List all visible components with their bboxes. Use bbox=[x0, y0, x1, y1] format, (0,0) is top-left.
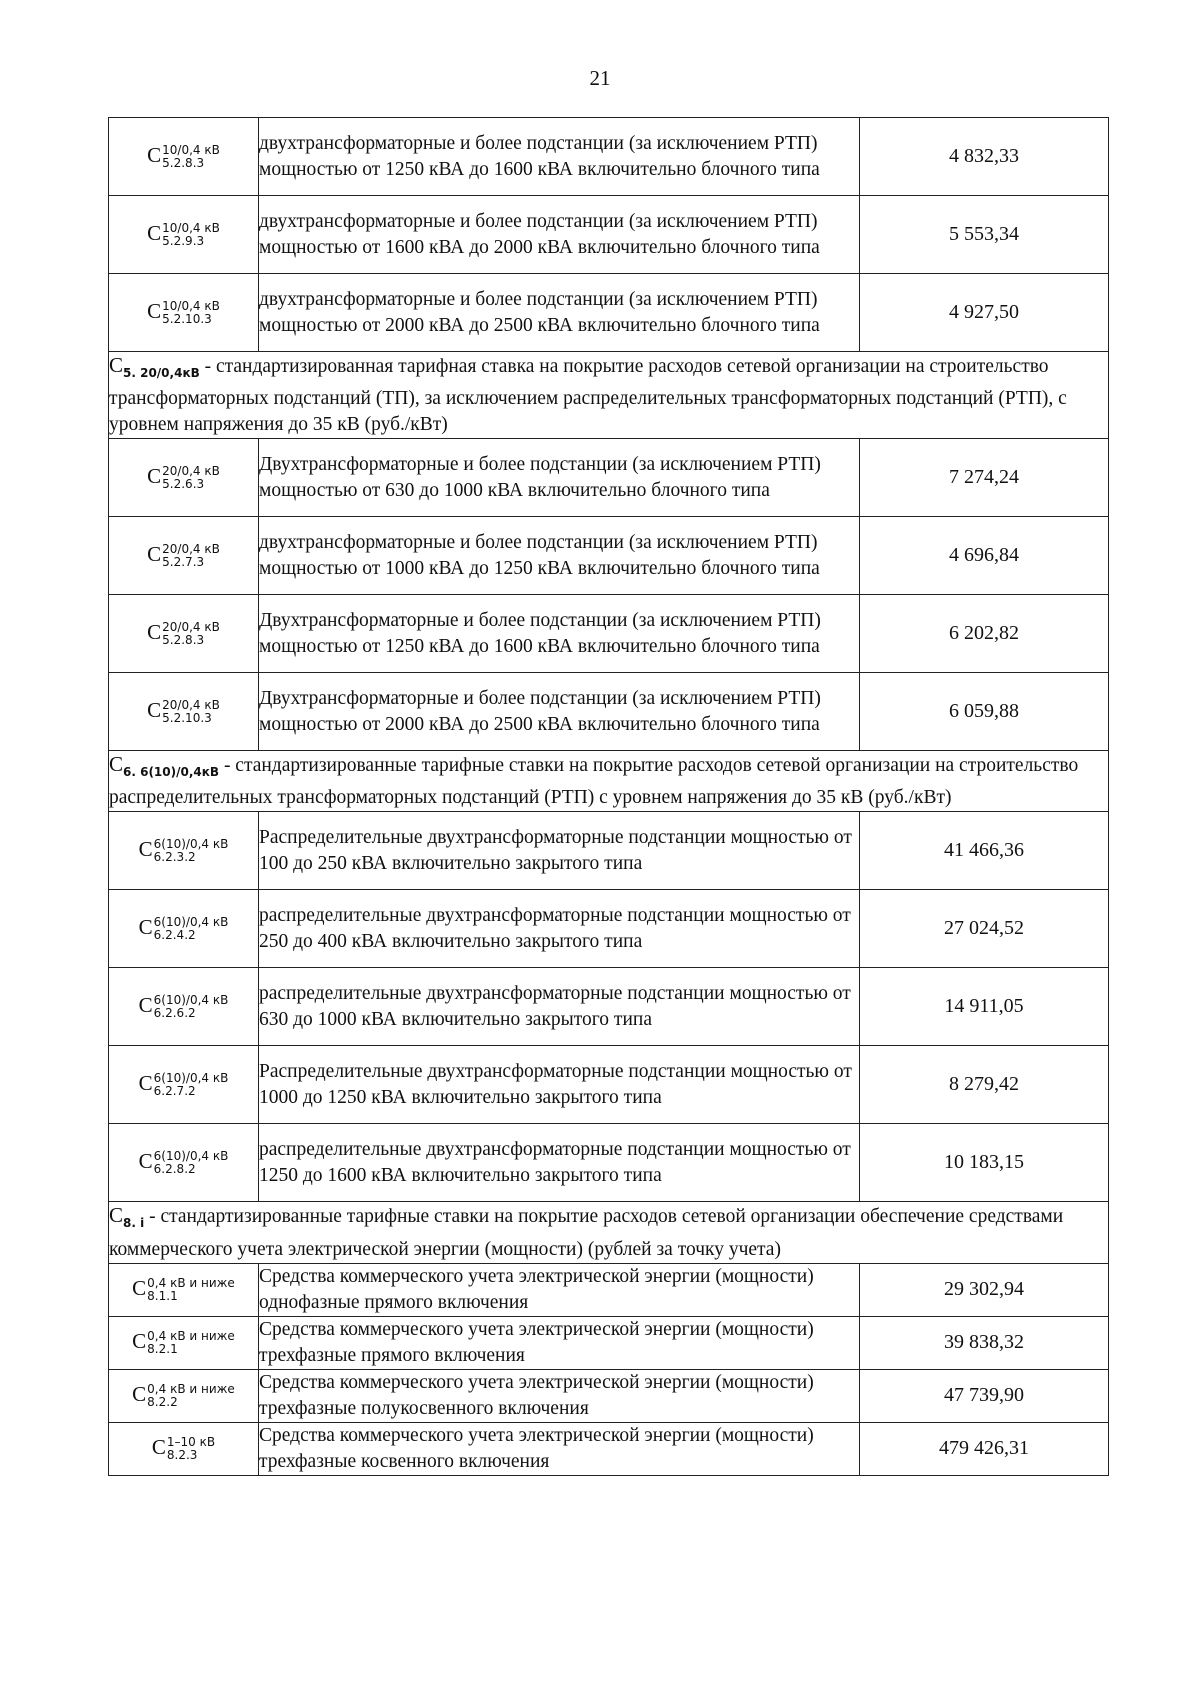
rate-code: C 0,4 кВ и ниже 8.1.1 bbox=[109, 1263, 259, 1316]
table-row bbox=[109, 1316, 1109, 1369]
tariff-table bbox=[108, 117, 1109, 1476]
section-header-row bbox=[109, 1202, 1109, 1263]
section-header: $C_{5. 20/0,4кВ}$ - стандартизированная тарифная ставка на покрытие расходов сетевой организации на строительство трансформаторных подстанций (ТП), за исключением распределительных трансформаторных подстанций (РТП), с уровнем напряжения до 35 кВ (руб./кВт) bbox=[109, 352, 1109, 439]
rate-code: C 10/0,4 кВ 5.2.10.3 bbox=[109, 274, 259, 352]
rate-description: Распределительные двухтрансформаторные подстанции мощностью от 100 до 250 кВА включительно закрытого типа bbox=[259, 812, 860, 890]
rate-description: распределительные двухтрансформаторные подстанции мощностью от 1250 до 1600 кВА включительно закрытого типа bbox=[259, 1124, 860, 1202]
table-row bbox=[109, 118, 1109, 196]
table-row bbox=[109, 517, 1109, 595]
rate-code: C 6(10)/0,4 кВ 6.2.8.2 bbox=[109, 1124, 259, 1202]
rate-description: Средства коммерческого учета электрической энергии (мощности) однофазные прямого включения bbox=[259, 1263, 860, 1316]
table-row bbox=[109, 812, 1109, 890]
rate-code: C 6(10)/0,4 кВ 6.2.6.2 bbox=[109, 968, 259, 1046]
table-row bbox=[109, 968, 1109, 1046]
page-number: 21 bbox=[589, 66, 611, 90]
table-row bbox=[109, 1422, 1109, 1475]
section-header-row bbox=[109, 751, 1109, 812]
rate-description: двухтрансформаторные и более подстанции (за исключением РТП) мощностью от 1000 кВА до 1250 кВА включительно блочного типа bbox=[259, 517, 860, 595]
rate-value: 14 911,05 bbox=[860, 968, 1109, 1046]
rate-value: 4 927,50 bbox=[860, 274, 1109, 352]
rate-value: 39 838,32 bbox=[860, 1316, 1109, 1369]
section-header: $C_{8. i}$ - стандартизированные тарифные ставки на покрытие расходов сетевой организации обеспечение средствами коммерческого учета электрической энергии (мощности) (рублей за точку учета) bbox=[109, 1202, 1109, 1263]
rate-value: 5 553,34 bbox=[860, 196, 1109, 274]
rate-value: 10 183,15 bbox=[860, 1124, 1109, 1202]
rate-description: Средства коммерческого учета электрической энергии (мощности) трехфазные полукосвенного включения bbox=[259, 1369, 860, 1422]
rate-code: C 20/0,4 кВ 5.2.7.3 bbox=[109, 517, 259, 595]
table-row bbox=[109, 595, 1109, 673]
rate-code: C 0,4 кВ и ниже 8.2.1 bbox=[109, 1316, 259, 1369]
rate-description: Распределительные двухтрансформаторные подстанции мощностью от 1000 до 1250 кВА включительно закрытого типа bbox=[259, 1046, 860, 1124]
table-row bbox=[109, 1263, 1109, 1316]
rate-value: 41 466,36 bbox=[860, 812, 1109, 890]
rate-code: C 6(10)/0,4 кВ 6.2.3.2 bbox=[109, 812, 259, 890]
rate-value: 479 426,31 bbox=[860, 1422, 1109, 1475]
table-row bbox=[109, 196, 1109, 274]
rate-value: 6 059,88 bbox=[860, 673, 1109, 751]
rate-description: Двухтрансформаторные и более подстанции (за исключением РТП) мощностью от 1250 кВА до 1600 кВА включительно блочного типа bbox=[259, 595, 860, 673]
rate-value: 4 696,84 bbox=[860, 517, 1109, 595]
table-row bbox=[109, 1124, 1109, 1202]
rate-description: Средства коммерческого учета электрической энергии (мощности) трехфазные косвенного включения bbox=[259, 1422, 860, 1475]
rate-value: 29 302,94 bbox=[860, 1263, 1109, 1316]
rate-description: Двухтрансформаторные и более подстанции (за исключением РТП) мощностью от 630 до 1000 кВА включительно блочного типа bbox=[259, 439, 860, 517]
table-row bbox=[109, 439, 1109, 517]
rate-code: C 20/0,4 кВ 5.2.6.3 bbox=[109, 439, 259, 517]
rate-description: Средства коммерческого учета электрической энергии (мощности) трехфазные прямого включения bbox=[259, 1316, 860, 1369]
rate-description: двухтрансформаторные и более подстанции (за исключением РТП) мощностью от 2000 кВА до 2500 кВА включительно блочного типа bbox=[259, 274, 860, 352]
rate-value: 8 279,42 bbox=[860, 1046, 1109, 1124]
rate-value: 6 202,82 bbox=[860, 595, 1109, 673]
section-header-row bbox=[109, 352, 1109, 439]
rate-value: 47 739,90 bbox=[860, 1369, 1109, 1422]
rate-value: 7 274,24 bbox=[860, 439, 1109, 517]
rate-code: C 20/0,4 кВ 5.2.8.3 bbox=[109, 595, 259, 673]
rate-description: Двухтрансформаторные и более подстанции (за исключением РТП) мощностью от 2000 кВА до 2500 кВА включительно блочного типа bbox=[259, 673, 860, 751]
rate-description: двухтрансформаторные и более подстанции (за исключением РТП) мощностью от 1250 кВА до 1600 кВА включительно блочного типа bbox=[259, 118, 860, 196]
rate-value: 27 024,52 bbox=[860, 890, 1109, 968]
rate-code: C 0,4 кВ и ниже 8.2.2 bbox=[109, 1369, 259, 1422]
rate-code: C 6(10)/0,4 кВ 6.2.7.2 bbox=[109, 1046, 259, 1124]
rate-code: C 10/0,4 кВ 5.2.8.3 bbox=[109, 118, 259, 196]
rate-code: C 10/0,4 кВ 5.2.9.3 bbox=[109, 196, 259, 274]
table-row bbox=[109, 1046, 1109, 1124]
rate-code: C 20/0,4 кВ 5.2.10.3 bbox=[109, 673, 259, 751]
rate-description: распределительные двухтрансформаторные подстанции мощностью от 250 до 400 кВА включительно закрытого типа bbox=[259, 890, 860, 968]
table-row bbox=[109, 274, 1109, 352]
table-row bbox=[109, 1369, 1109, 1422]
rate-code: C 1–10 кВ 8.2.3 bbox=[109, 1422, 259, 1475]
rate-description: распределительные двухтрансформаторные подстанции мощностью от 630 до 1000 кВА включительно закрытого типа bbox=[259, 968, 860, 1046]
rate-code: C 6(10)/0,4 кВ 6.2.4.2 bbox=[109, 890, 259, 968]
section-header: $C_{6. 6(10)/0,4кВ}$ - стандартизированные тарифные ставки на покрытие расходов сетевой организации на строительство распределительных трансформаторных подстанций (РТП) с уровнем напряжения до 35 кВ (руб./кВт) bbox=[109, 751, 1109, 812]
table-row bbox=[109, 673, 1109, 751]
rate-value: 4 832,33 bbox=[860, 118, 1109, 196]
table-row bbox=[109, 890, 1109, 968]
rate-description: двухтрансформаторные и более подстанции (за исключением РТП) мощностью от 1600 кВА до 2000 кВА включительно блочного типа bbox=[259, 196, 860, 274]
